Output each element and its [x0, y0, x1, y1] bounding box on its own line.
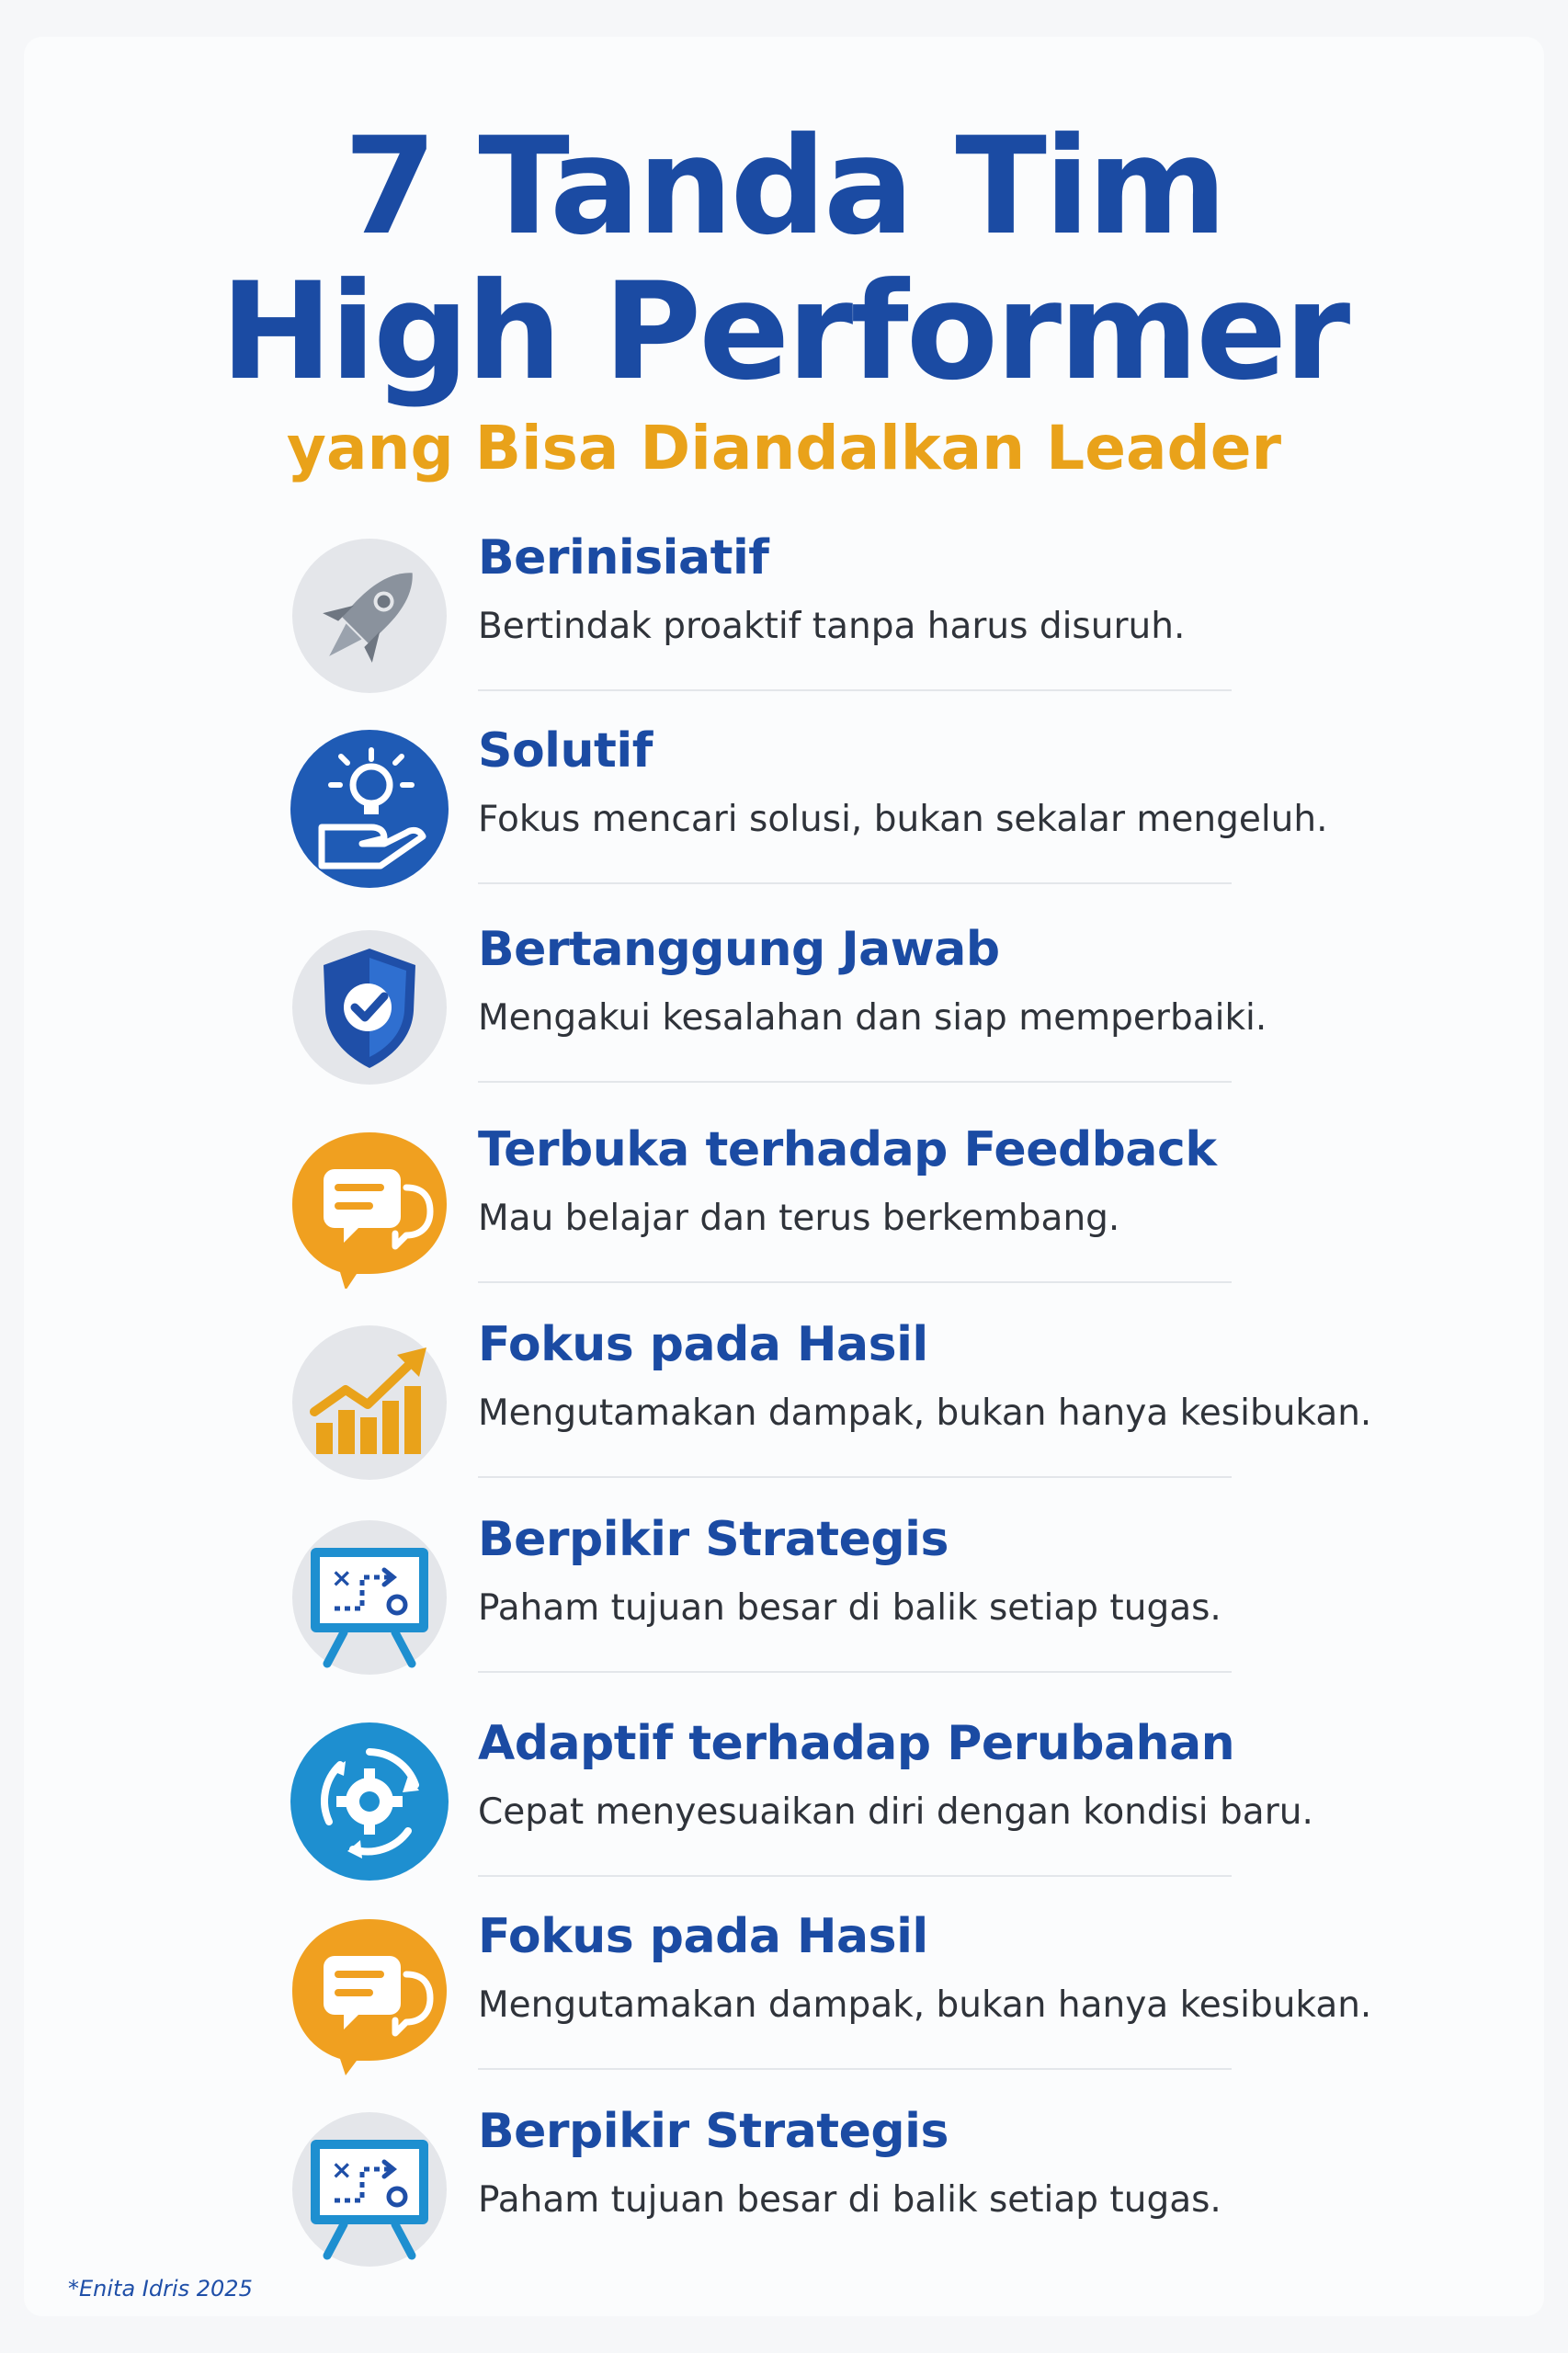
item-title: Adaptif terhadap Perubahan: [478, 1716, 1235, 1771]
subtitle: yang Bisa Diandalkan Leader: [286, 413, 1282, 483]
item-title: Terbuka terhadap Feedback: [478, 1122, 1217, 1177]
item-title: Bertanggung Jawab: [478, 922, 1000, 977]
item-desc: Fokus mencari solusi, bukan sekalar mengeluh.: [478, 799, 1328, 840]
item-desc: Mau belajar dan terus berkembang.: [478, 1198, 1120, 1239]
list-item-fokus-hasil: [0, 1317, 1568, 1515]
divider: [478, 882, 1232, 884]
item-desc: Mengakui kesalahan dan siap memperbaiki.: [478, 997, 1267, 1039]
shield-check-icon: [289, 926, 450, 1088]
item-title: Berinisiatif: [478, 530, 769, 585]
item-desc: Mengutamakan dampak, bukan hanya kesibukan.: [478, 1392, 1372, 1434]
list-item-solutif: [0, 723, 1568, 921]
chat-bubble-icon: [289, 1914, 450, 2075]
list-item-berinisiatif: [0, 530, 1568, 728]
item-desc: Paham tujuan besar di balik setiap tugas.: [478, 1587, 1221, 1629]
list-item-adaptif: [0, 1716, 1568, 1914]
cycle-gear-icon: [289, 1721, 450, 1882]
title-line-2: High Performer: [220, 254, 1348, 410]
svg-text:×: ×: [331, 1563, 353, 1593]
lightbulb-hand-icon: [289, 728, 450, 890]
growth-chart-icon: [289, 1322, 450, 1483]
divider: [478, 1081, 1232, 1083]
divider: [478, 1476, 1232, 1478]
item-title: Berpikir Strategis: [478, 1512, 949, 1567]
divider: [478, 1671, 1232, 1673]
svg-text:×: ×: [331, 2154, 353, 2185]
list-item-fokus-hasil-2: [0, 1909, 1568, 2107]
strategy-board-icon: [289, 1517, 450, 1678]
chat-bubble-icon: [289, 1127, 450, 1289]
title-line-1: 7 Tanda Tim: [343, 108, 1225, 265]
item-desc: Bertindak proaktif tanpa harus disuruh.: [478, 606, 1186, 647]
rocket-icon: [289, 535, 450, 697]
item-desc: Paham tujuan besar di balik setiap tugas.: [478, 2179, 1221, 2221]
divider: [478, 1281, 1232, 1283]
item-title: Fokus pada Hasil: [478, 1317, 928, 1372]
item-title: Solutif: [478, 723, 653, 779]
item-title: Fokus pada Hasil: [478, 1909, 928, 1964]
credit-footer: *Enita Idris 2025: [68, 2276, 253, 2302]
item-desc: Cepat menyesuaikan diri dengan kondisi baru.: [478, 1791, 1313, 1833]
divider: [478, 2068, 1232, 2070]
list-item-feedback: [0, 1122, 1568, 1320]
divider: [478, 1875, 1232, 1877]
list-item-berpikir-strategis-2: [0, 2104, 1568, 2302]
list-item-berpikir-strategis: [0, 1512, 1568, 1710]
item-title: Berpikir Strategis: [478, 2104, 949, 2159]
divider: [478, 689, 1232, 691]
item-desc: Mengutamakan dampak, bukan hanya kesibukan.: [478, 1984, 1372, 2026]
strategy-board-icon: [289, 2109, 450, 2270]
list-item-bertanggung-jawab: [0, 922, 1568, 1120]
